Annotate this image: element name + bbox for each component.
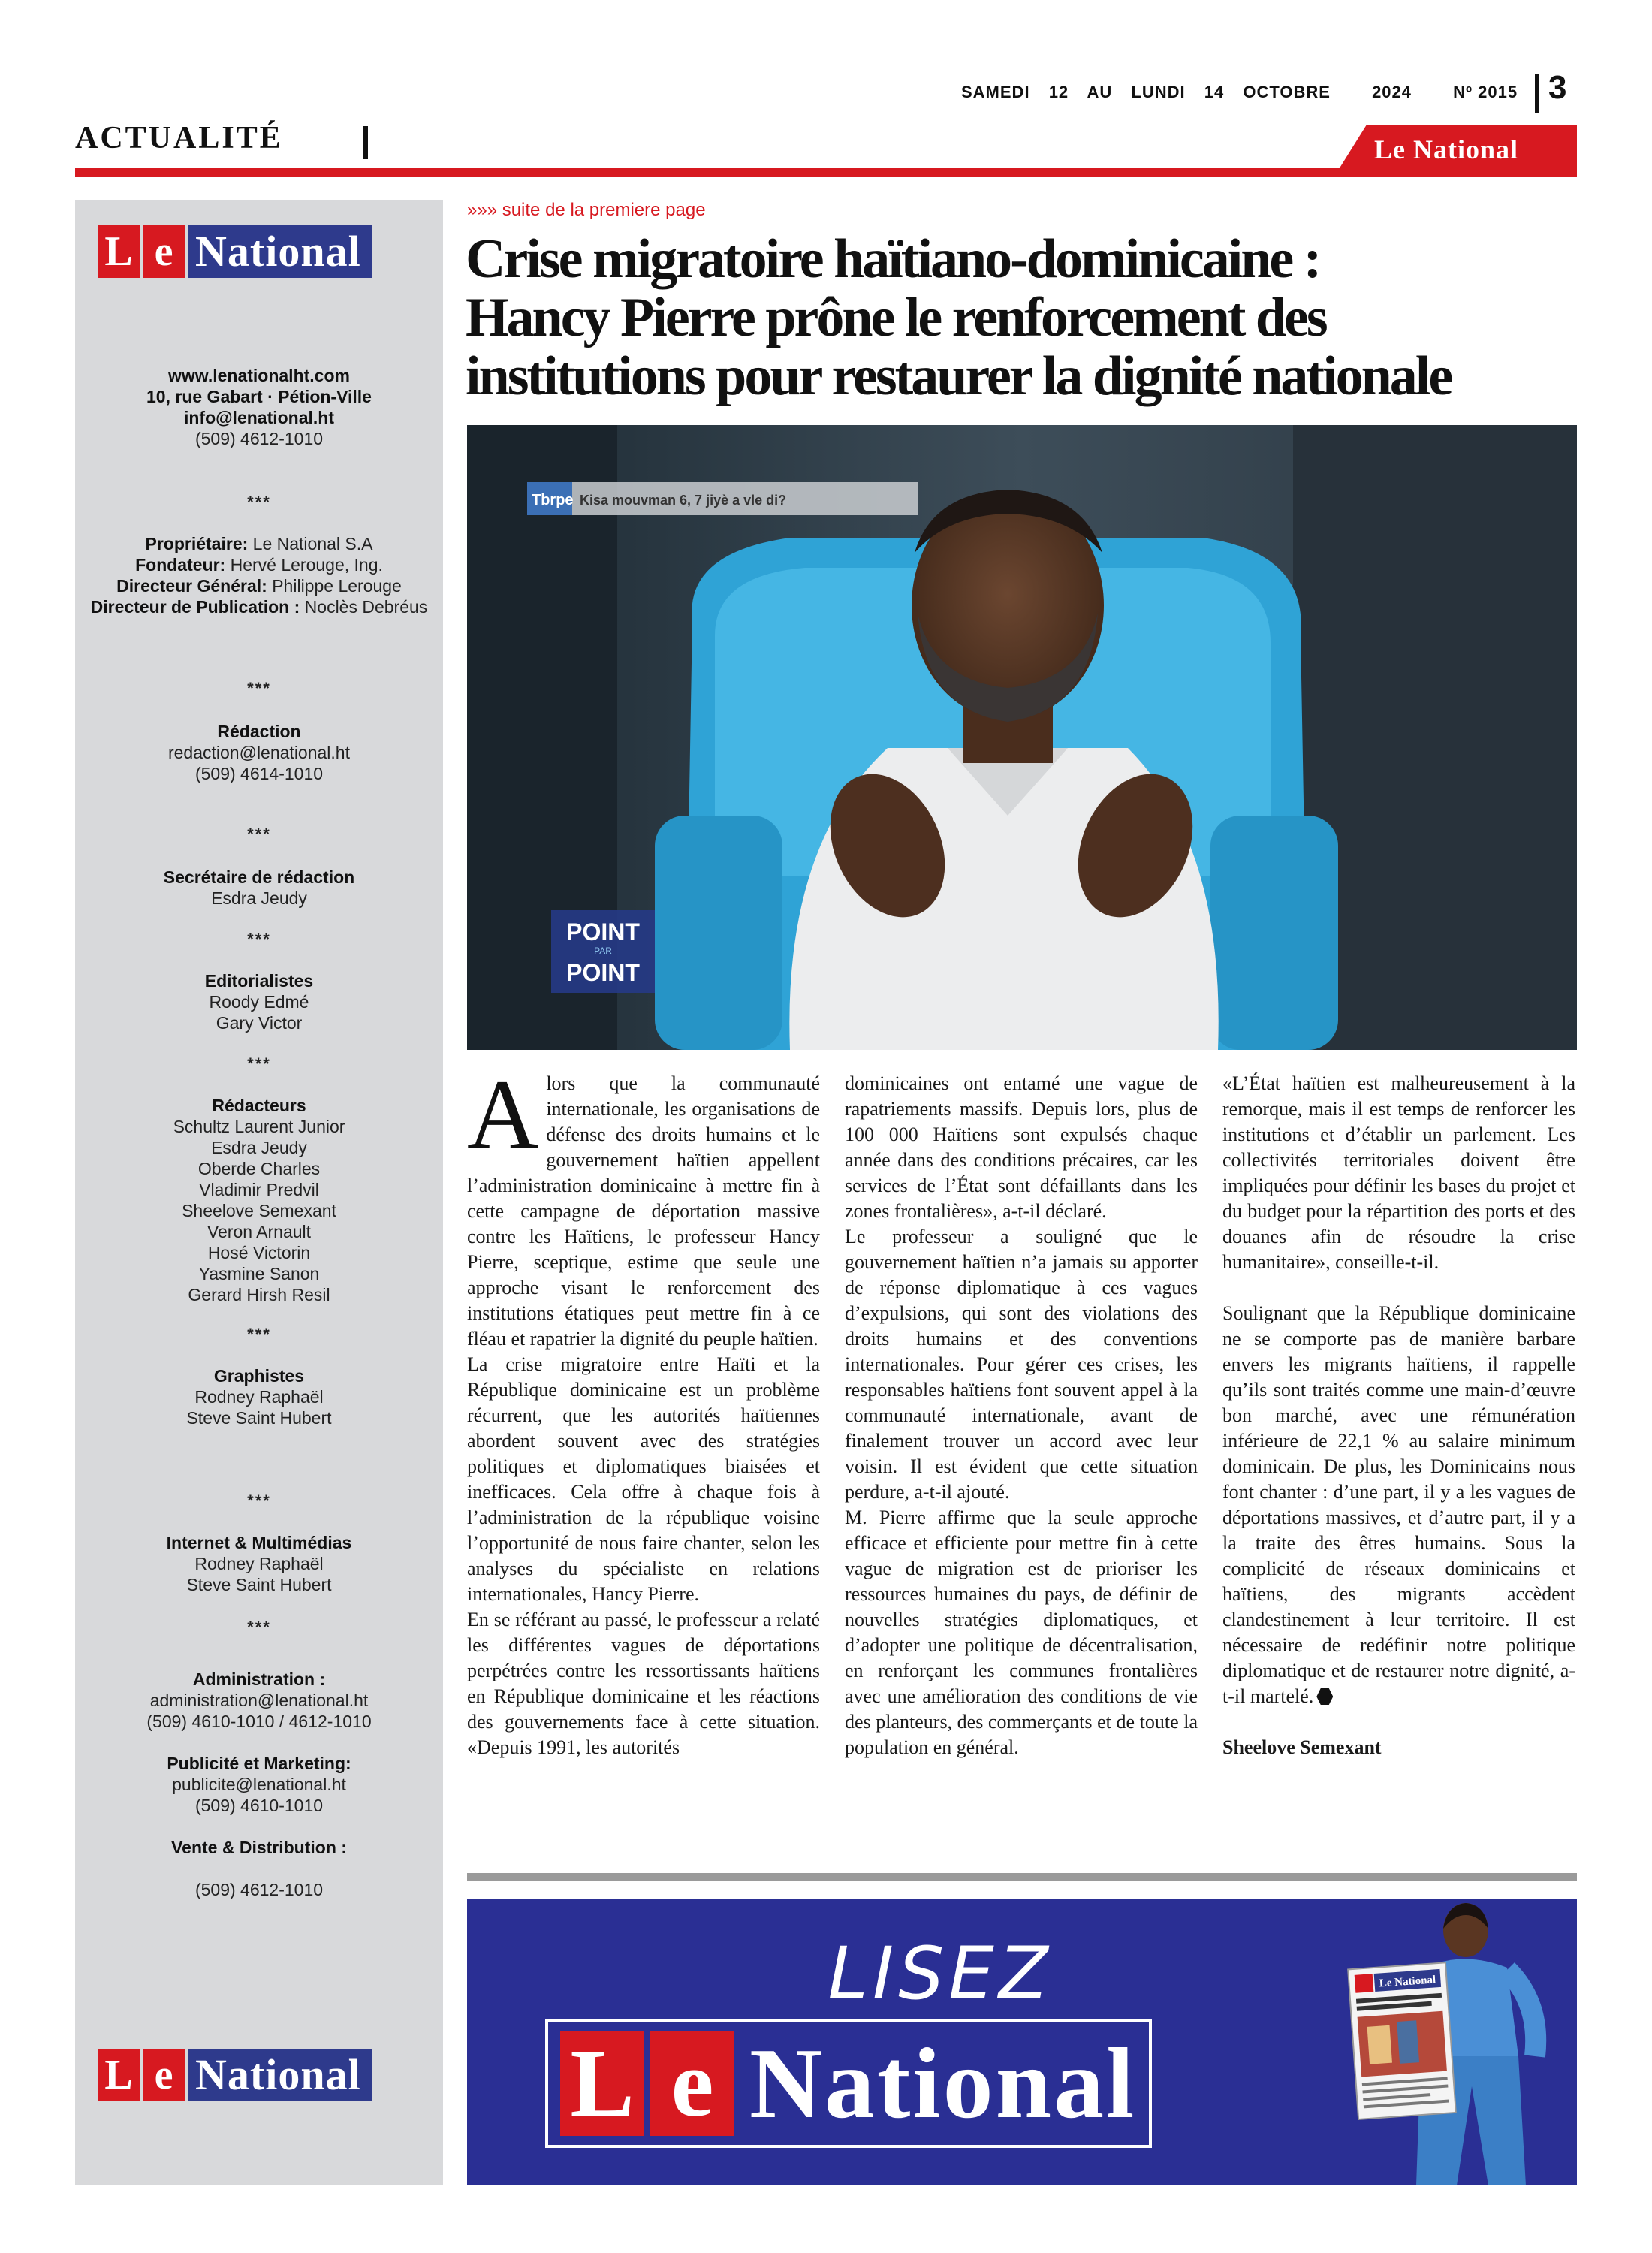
dp-name: Noclès Debréus: [304, 597, 428, 617]
article-column-2: [845, 1071, 1198, 1760]
le-national-logo: [98, 2047, 372, 2103]
redacteur-name: Yasmine Sanon: [198, 1264, 320, 1283]
graphistes-block: [75, 1365, 443, 1428]
section-divider: [363, 126, 368, 159]
date-month: OCTOBRE: [1243, 83, 1331, 101]
paragraph-text: Soulignant que la République dominicaine ne se comporte pas de manière barbare envers les migrants haïtiens, il rappelle qu’ils sont traités comme une main-d’œuvre bon marché, avec une rémunération inférieure de 22,1 % au salaire minimum dominicain. De plus, les Dominicains nous font chanter : d’une part, il y a les vagues de déportations massives, et d’autre part, il y a la traite des êtres humains. Sous la complicité de réseaux dominicains et haïtiens, des migrants accèdent clandestinement à leur territoire. Il est nécessaire de redéfinir notre politique diplomatique et de restaurer notre dignité, a-t-il martelé.: [1222, 1302, 1575, 1707]
ad-divider: [467, 1873, 1577, 1881]
vente-title: Vente & Distribution :: [171, 1838, 347, 1857]
publicite-title: Publicité et Marketing:: [167, 1754, 351, 1773]
redacteur-name: Vladimir Predvil: [199, 1180, 319, 1199]
redaction-phone: (509) 4614-1010: [194, 764, 324, 783]
publicite-email: publicite@lenational.ht: [172, 1775, 346, 1794]
header-rule: [75, 168, 1577, 177]
publicite-block: [75, 1753, 443, 1816]
dp-label: Directeur de Publication :: [90, 597, 300, 617]
separator-stars: ***: [247, 825, 271, 843]
show-logo-line: POINT: [566, 959, 640, 986]
article-paragraph: M. Pierre affirme que la seule approche efficace et efficiente pour mettre fin à cette vague de migration est de prioriser les ressources humaines du pays, de définir de nouvelles stratégies diplomatiques, et d’adopter une politique de décentralisation, en renforçant les communes frontalières avec une amélioration des conditions de vie des planteurs, des commerçants et de toute la population en général.: [845, 1507, 1198, 1758]
owner-label: Propriétaire:: [145, 534, 249, 553]
issue-number: Nº 2015: [1453, 83, 1518, 101]
show-logo-line: PAR: [594, 946, 612, 956]
separator-stars: ***: [247, 493, 271, 511]
logo-letter-l: L: [98, 2049, 140, 2101]
ticker-label: Tbrpe: [532, 492, 574, 508]
interview-photo-illustration: [467, 425, 1577, 1050]
vente-phone: (509) 4612-1010: [194, 1880, 324, 1899]
internet-name: Steve Saint Hubert: [186, 1575, 332, 1594]
redacteur-name: Sheelove Semexant: [182, 1201, 336, 1220]
secretaire-title: Secrétaire de rédaction: [163, 867, 355, 887]
secretaire-block: [75, 867, 443, 909]
administration-title: Administration :: [192, 1669, 326, 1689]
editorialiste-name: Gary Victor: [216, 1013, 303, 1033]
contact-phone: (509) 4612-1010: [194, 429, 324, 448]
separator-stars: ***: [247, 679, 271, 698]
contact-email: info@lenational.ht: [183, 408, 335, 427]
article-byline: Sheelove Semexant: [1222, 1736, 1382, 1758]
graphiste-name: Steve Saint Hubert: [186, 1408, 332, 1428]
vente-block: [75, 1837, 443, 1900]
founder-label: Fondateur:: [135, 555, 226, 575]
article-paragraph: [467, 1059, 820, 1352]
article-paragraph: En se référant au passé, le professeur a relaté les différentes vagues de déportations perpétrées contre les ressortissants haïtiens en République dominicaine et les réactions des gouvernements face à cette situation. «Depuis 1991, les autorités: [467, 1609, 820, 1758]
redacteur-name: Gerard Hirsh Resil: [188, 1285, 330, 1304]
end-of-article-icon: [1316, 1688, 1333, 1705]
ownership-block: [75, 533, 443, 617]
secretaire-name: Esdra Jeudy: [211, 888, 307, 908]
headline-line: institutions pour restaurer la dignité nationale: [466, 345, 1452, 407]
administration-block: [75, 1669, 443, 1732]
headline-line: Crise migratoire haïtiano-dominicaine :: [466, 228, 1320, 290]
internet-block: [75, 1532, 443, 1595]
website: www.lenationalht.com: [168, 366, 350, 385]
date-au: AU: [1087, 83, 1113, 101]
internet-name: Rodney Raphaël: [194, 1554, 324, 1573]
logo-national: National: [749, 2028, 1137, 2139]
internet-title: Internet & Multimédias: [166, 1533, 352, 1552]
separator: [75, 928, 443, 950]
redacteur-name: Esdra Jeudy: [211, 1138, 307, 1157]
address: 10, rue Gabart · Pétion-Ville: [146, 387, 372, 406]
editorialiste-name: Roody Edmé: [209, 992, 309, 1012]
continued-kicker: »»» suite de la premiere page: [467, 200, 706, 220]
redacteurs-block: [75, 1095, 443, 1305]
separator-stars: ***: [247, 1618, 271, 1636]
graphiste-name: Rodney Raphaël: [194, 1387, 324, 1407]
separator-stars: ***: [247, 1491, 271, 1510]
separator: [75, 1616, 443, 1638]
administration-phone: (509) 4610-1010 / 4612-1010: [146, 1712, 372, 1731]
logo-letter-l: L: [560, 2031, 644, 2136]
logo-letter-e: e: [143, 225, 185, 278]
article-photo: [467, 425, 1577, 1050]
editorialistes-title: Editorialistes: [204, 971, 314, 991]
logo-letter-e: e: [650, 2031, 734, 2136]
article-paragraph: Le professeur a souligné que le gouvernement haïtien n’a jamais su apporter de réponse diplomatique à ces vagues d’expulsions, qui sont des violations des droits humains et des conventions internationales. Pour gérer ces crises, les responsables haïtiens font souvent appel à la communauté internationale, avant de finalement trouver un accord avec leur voisin. Il est évident que cette situation perdure, a-t-il ajouté.: [845, 1226, 1198, 1503]
ad-logo: [545, 2019, 1152, 2148]
dg-name: Philippe Lerouge: [272, 576, 402, 596]
redacteur-name: Oberde Charles: [197, 1159, 321, 1178]
mini-newspaper-title: Le National: [1379, 1974, 1436, 1990]
ticker-text: Kisa mouvman 6, 7 jiyè a vle di?: [580, 493, 787, 508]
page-number-divider: [1535, 74, 1539, 113]
article-column-3: [1222, 1071, 1575, 1760]
date-year: 2024: [1372, 83, 1412, 101]
date-day: SAMEDI: [961, 83, 1030, 101]
masthead-tab-label: Le National: [1374, 134, 1519, 164]
reader-with-newspaper-illustration: [1338, 1899, 1563, 2185]
date-num-start: 12: [1048, 83, 1069, 101]
article-column-1: [467, 1059, 820, 1760]
page-number: 3: [1548, 69, 1567, 106]
date-day-end: LUNDI: [1131, 83, 1186, 101]
separator: [75, 823, 443, 845]
logo-letter-l: L: [98, 225, 140, 278]
redacteur-name: Hosé Victorin: [207, 1243, 311, 1262]
article-headline: [466, 230, 1577, 406]
section-title: ACTUALITÉ: [75, 121, 283, 155]
article-paragraph: [1222, 1301, 1575, 1709]
redacteur-name: Veron Arnault: [206, 1222, 312, 1241]
dg-label: Directeur Général:: [116, 576, 267, 596]
show-logo-line: POINT: [566, 918, 640, 946]
paragraph-text: lors que la communauté internationale, les organisations de défense des droits humains et le gouvernement haïtien appellent l’administration dominicaine à mettre fin à cette campagne de déportation massive contre les Haïtiens, le professeur Hancy Pierre, sceptique, estime que seule une approche visant le renforcement des institutions étatiques peut mettre fin à ce fléau et rapatrier la dignité du peuple haïtien.: [467, 1072, 820, 1350]
contact-block: [75, 365, 443, 449]
separator: [75, 491, 443, 513]
redacteur-name: Schultz Laurent Junior: [173, 1117, 345, 1136]
drop-cap: A: [467, 1059, 539, 1169]
founder-name: Hervé Lerouge, Ing.: [230, 555, 383, 575]
logo-national: National: [188, 2049, 372, 2101]
editorialistes-block: [75, 970, 443, 1033]
ad-lisez-text: LISEZ: [828, 1932, 1053, 2016]
separator-stars: ***: [247, 930, 271, 949]
separator: [75, 1490, 443, 1512]
separator: [75, 1053, 443, 1075]
separator-stars: ***: [247, 1325, 271, 1344]
publicite-phone: (509) 4610-1010: [194, 1796, 324, 1815]
redacteurs-title: Rédacteurs: [212, 1096, 306, 1115]
article-paragraph: «L’État haïtien est malheureusement à la remorque, mais il est temps de renforcer les institutions et d’établir un parlement. Les collectivités territoriales doivent être impliquées pour définir les bases du projet et du budget pour la répartition des ports et des douanes afin de résoudre la crise humanitaire», conseille-t-il.: [1222, 1072, 1575, 1273]
le-national-logo: [98, 224, 372, 279]
owner-name: Le National S.A: [252, 534, 373, 553]
separator: [75, 677, 443, 699]
article-paragraph: dominicaines ont entamé une vague de rapatriements massifs. Depuis lors, plus de 100 000 Haïtiens sont expulsés chaque année dans des conditions précaires, car les services de l’État sont défaillants dans les zones frontalières», a-t-il déclaré.: [845, 1072, 1198, 1222]
article-paragraph: La crise migratoire entre Haïti et la République dominicaine est un problème récurrent, que les autorités haïtiennes abordent souvent avec des stratégies politiques et diplomatiques biaisées et inefficaces. Cela offre à chaque fois à l’administration de la république voisine l’opportunité de nous faire chanter, selon les analyses du spécialiste en relations internationales, Hancy Pierre.: [467, 1353, 820, 1605]
separator: [75, 1323, 443, 1345]
redaction-email: redaction@lenational.ht: [167, 743, 350, 762]
dateline: [961, 83, 1532, 102]
logo-letter-e: e: [143, 2049, 185, 2101]
logo-national: National: [188, 225, 372, 278]
separator-stars: ***: [247, 1054, 271, 1073]
lisez-le-national-ad[interactable]: [467, 1899, 1577, 2185]
headline-line: Hancy Pierre prône le renforcement des: [466, 287, 1326, 348]
graphistes-title: Graphistes: [213, 1366, 305, 1386]
redaction-title: Rédaction: [217, 722, 301, 741]
administration-email: administration@lenational.ht: [149, 1691, 369, 1710]
date-num-end: 14: [1204, 83, 1225, 101]
redaction-block: [75, 721, 443, 784]
